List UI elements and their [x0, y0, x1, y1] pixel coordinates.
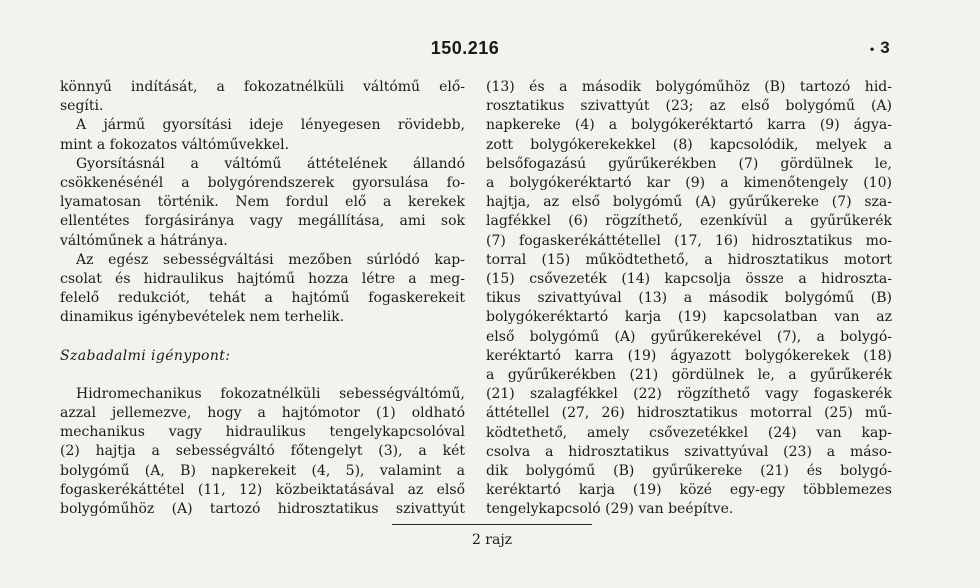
text-line: lagfékkel (6) rögzíthető, ezenkívül a gyűrűkerék [486, 213, 892, 230]
text-line: (7) fogaskerékáttétellel (17, 16) hidrosztatikus mo- [486, 232, 892, 249]
text-line: váltóműnek a hátránya. [60, 232, 228, 249]
text-line: csolva a hidrosztatikus szivattyúval (23) a máso- [486, 443, 892, 460]
text-line: Gyorsításnál a váltómű áttételének állandó [76, 155, 465, 172]
left-column [60, 78, 465, 519]
text-line: áttétellel (27, 26) hidrosztatikus motorral (25) mű- [486, 405, 892, 422]
text-line: (15) csővezeték (14) kapcsolja össze a hidroszta- [486, 271, 892, 288]
text-line: zott bolygókerekekkel (8) kapcsolódik, melyek a [486, 136, 892, 153]
text-line: Az egész sebességváltási mezőben súrlódó kap- [76, 251, 465, 268]
text-line: dinamikus igénybevételek nem terhelik. [60, 309, 345, 326]
text-line: fogaskerékáttétel (11, 12) közbeiktatásával az első [60, 481, 465, 498]
claim-continuation [486, 78, 892, 520]
text-line: ködtethető, amely csővezetékkel (24) van kap- [486, 424, 892, 441]
text-line: torral (15) működtethető, a hidrosztatikus motort [486, 251, 892, 268]
paragraph [60, 116, 465, 154]
text-line: mint a fokozatos váltóművekkel. [60, 136, 290, 153]
text-line: rosztatikus szivattyút (23; az első bolygómű (A) [486, 98, 892, 115]
text-line: első bolygómű (A) gyűrűkerekével (7), a bolygó- [486, 328, 892, 345]
text-line: hajtja, az első bolygómű (A) gyűrűkereke (7) sza- [486, 194, 892, 211]
patent-number: 150.216 [430, 38, 500, 58]
text-line: (13) és a második bolygóműhöz (B) tartozó hid- [486, 79, 892, 95]
text-line: tikus szivattyúval (13) a második bolygómű (B) [486, 290, 892, 307]
claims-title: Szabadalmi igénypont: [60, 347, 231, 364]
text-line: a bolygókeréktartó kar (9) a kimenőtengely (10) [486, 175, 892, 192]
text-line: keréktartó karja (19) közé egy-egy többlemezes [486, 482, 892, 499]
paragraph [60, 78, 465, 116]
text-line: segíti. [60, 98, 104, 115]
page-number-value: 3 [880, 38, 890, 57]
text-line: felelő redukciót, tehát a hajtómű fogaskerekeit [60, 290, 465, 307]
text-line: Hidromechanikus fokozatnélküli sebességváltómű, [76, 385, 465, 402]
text-line: (21) szalagfékkel (22) rögzíthető vagy fogaskerék [486, 386, 892, 403]
text-line: mechanikus vagy hidraulikus tengelykapcsolóval [60, 424, 465, 441]
paragraph [60, 155, 465, 251]
paragraph [60, 251, 465, 328]
text-line: azzal jellemezve, hogy a hajtómotor (1) oldható [60, 405, 465, 422]
text-line: ellentétes forgásiránya vagy megállítása, ami sok [60, 213, 465, 230]
text-line: (2) hajtja a sebességváltó főtengelyt (3), a két [60, 443, 465, 460]
text-line: lyamatosan történik. Nem fordul elő a kerekek [60, 194, 465, 211]
page-number [870, 38, 890, 58]
text-line: bolygómű (A, B) napkerekeit (4, 5), valamint a [60, 462, 465, 479]
text-line: a gyűrűkerékben (21) gördülnek le, a gyűrűkerék [486, 367, 892, 384]
text-line: keréktartó karra (19) ágyazott bolygókerekek (18) [486, 347, 892, 364]
claim-paragraph [60, 385, 465, 519]
text-line: A jármű gyorsítási ideje lényegesen rövidebb, [76, 117, 465, 134]
drawings-note: 2 rajz [471, 532, 513, 548]
text-line: napkereke (4) a bolygókeréktartó karra (9) ágya- [486, 117, 892, 134]
text-line: tengelykapcsoló (29) van beépítve. [486, 501, 734, 518]
text-line: dik bolygómű (B) gyűrűkereke (21) és bolygó- [486, 463, 892, 480]
footer-divider [392, 524, 592, 525]
text-line: csökkenésénél a bolygórendszerek gyorsulása fo- [60, 175, 465, 192]
bullet-dot-icon: • [870, 42, 875, 56]
text-line: könnyű indítását, a fokozatnélküli váltómű elő- [60, 79, 465, 95]
text-line: bolygóműhöz (A) tartozó hidrosztatikus szivattyút [60, 501, 465, 518]
text-line: belsőfogazású gyűrűkerékben (7) gördülnek le, [486, 155, 892, 172]
text-line: bolygókeréktartó karja (19) kapcsolatban van az [486, 309, 892, 326]
text-line: csolat és hidraulikus hajtómű hozza létre a meg- [60, 271, 465, 288]
right-column [486, 78, 892, 520]
